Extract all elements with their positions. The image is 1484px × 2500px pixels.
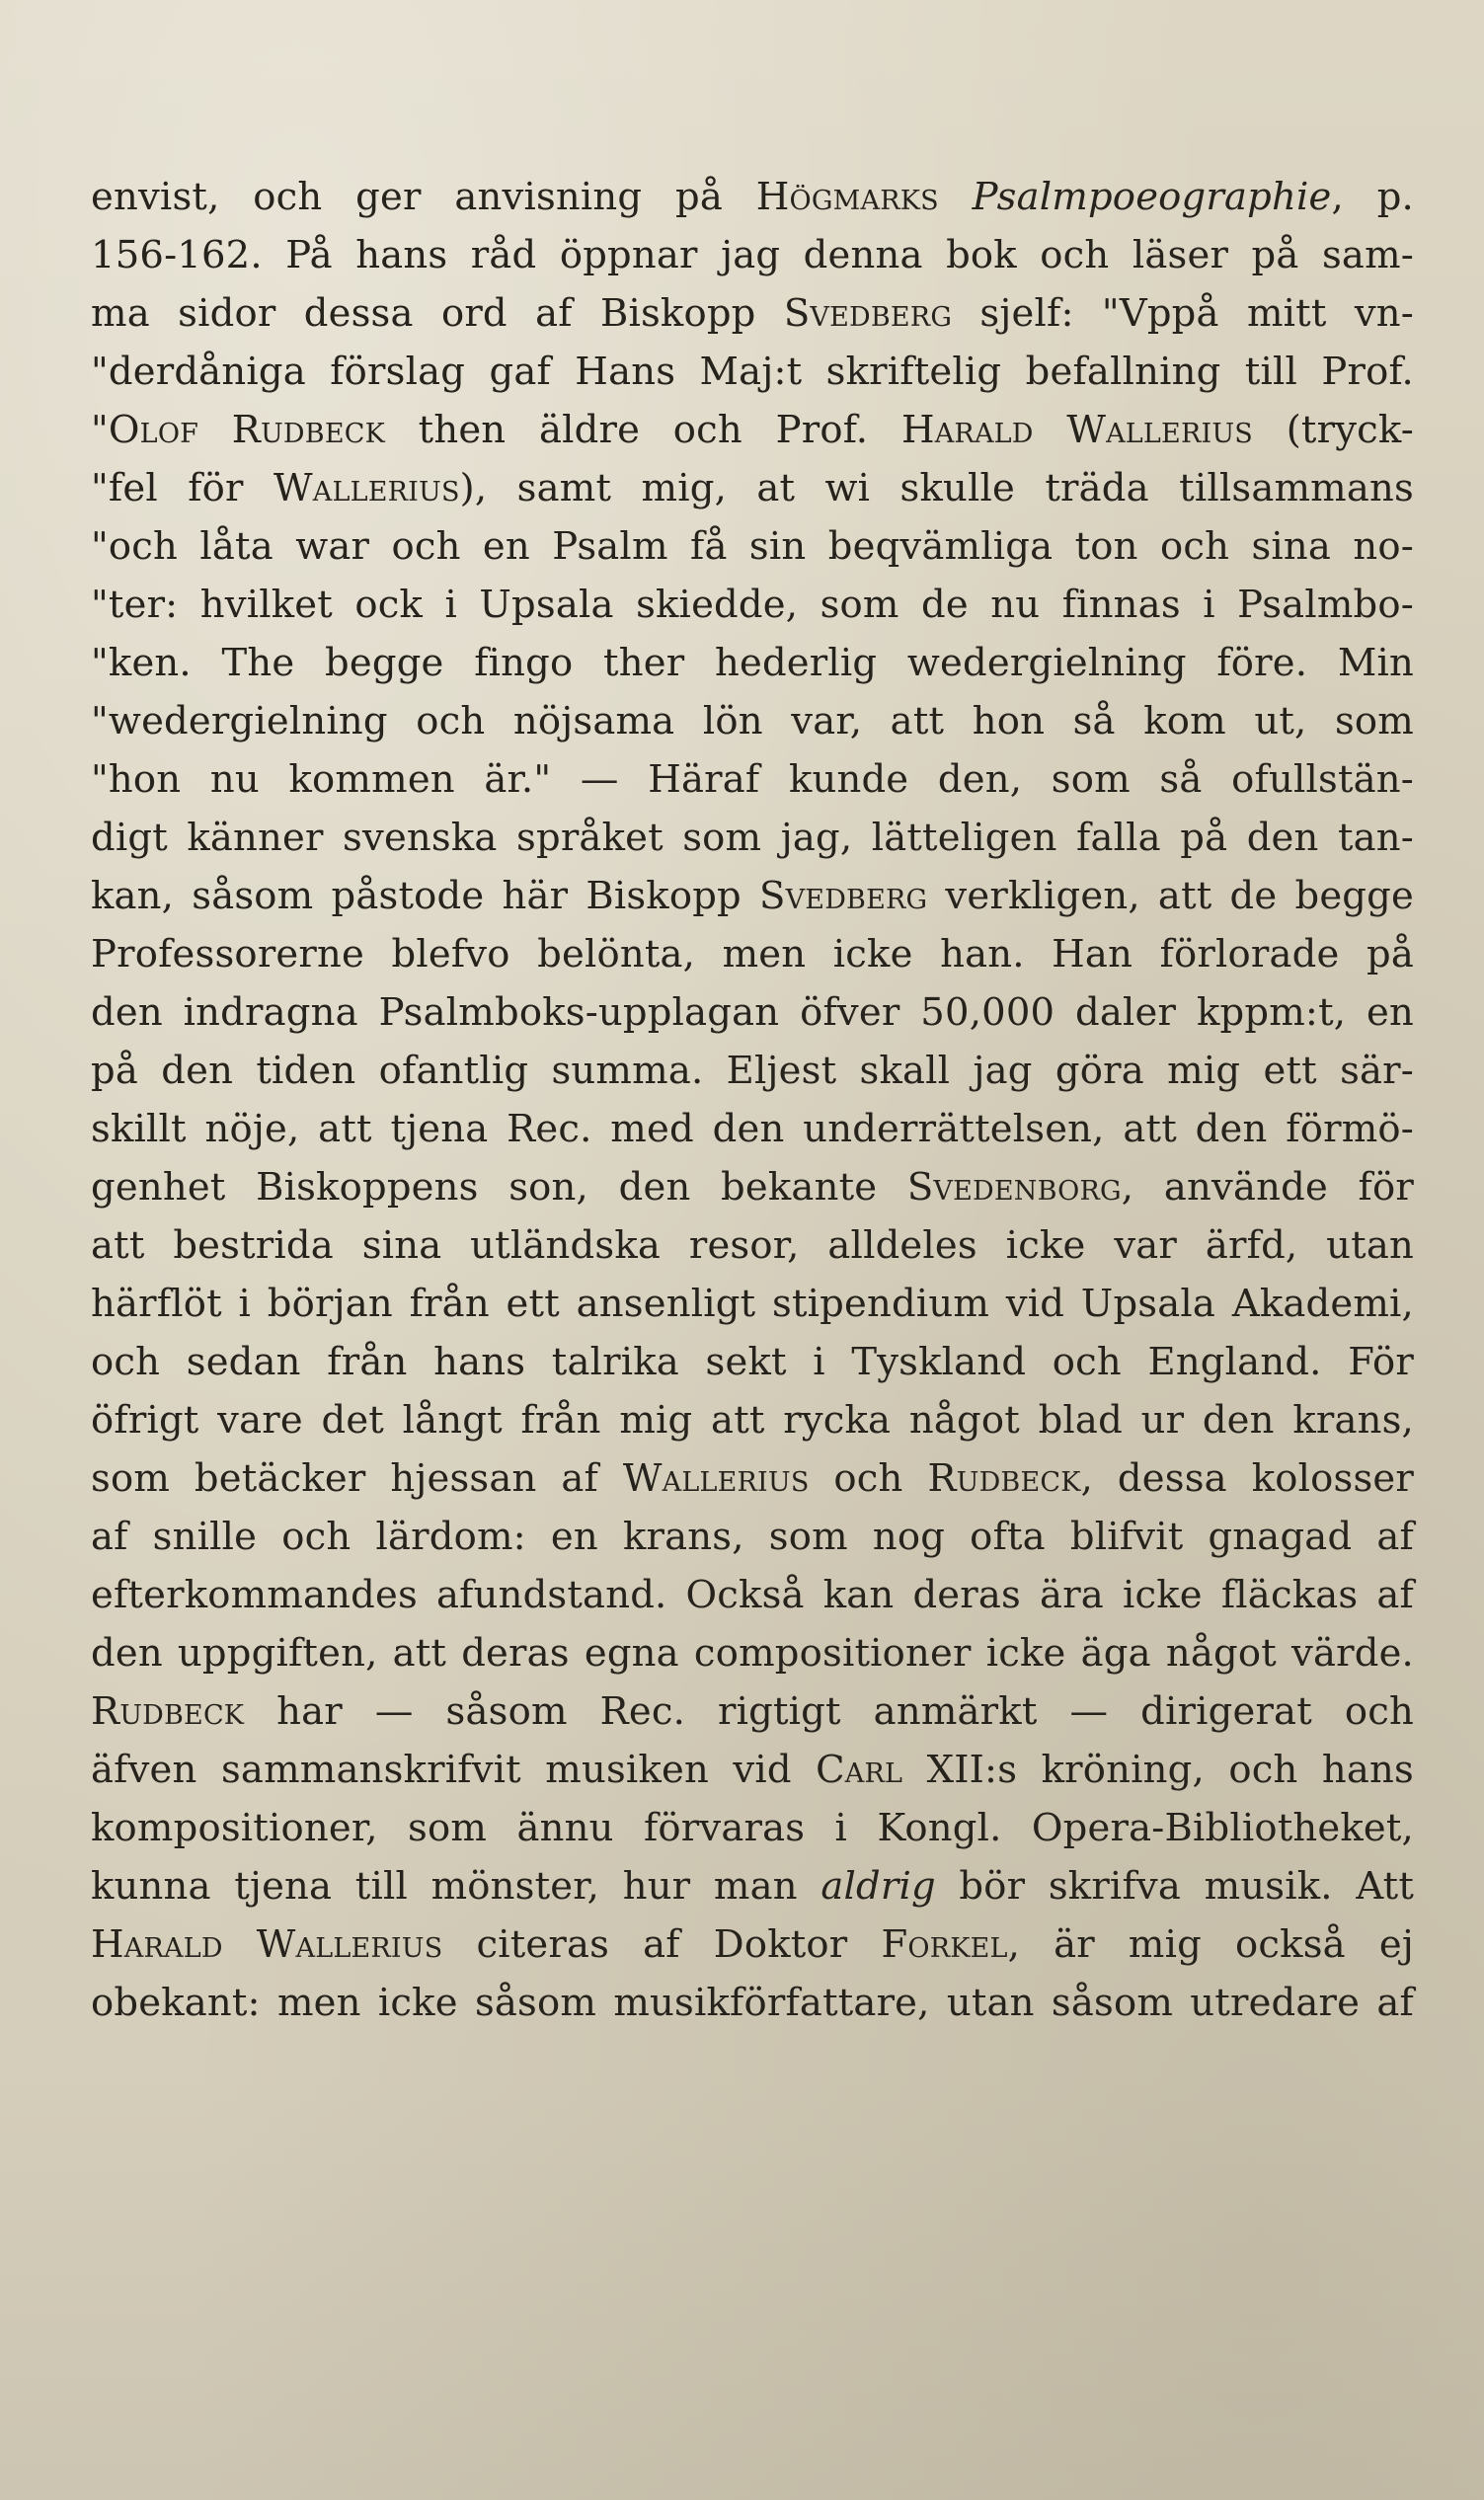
small-caps-name: Svedberg: [759, 874, 928, 918]
text-line: [91, 1449, 1414, 1508]
text-line: [91, 1042, 1414, 1100]
text-run: (tryck-: [1253, 408, 1414, 452]
text-run: , är mig också ej: [1007, 1922, 1414, 1967]
small-caps-name: Svedberg: [783, 291, 953, 336]
text-line: [91, 1566, 1414, 1624]
text-run: som betäcker hjessan af: [91, 1456, 623, 1501]
text-line: [91, 925, 1414, 983]
text-run: Professorerne blefvo belönta, men icke han. Han förlorade på: [91, 932, 1414, 977]
text-run: "ken. The begge fingo ther hederlig wedergielning före. Min: [91, 641, 1414, 685]
text-line: [91, 1100, 1414, 1158]
text-run: "hon nu kommen är." — Häraf kunde den, som så ofullstän-: [91, 757, 1414, 802]
text-run: äfven sammanskrifvit musiken vid: [91, 1748, 817, 1792]
text-line: [91, 983, 1414, 1042]
text-line: [91, 750, 1414, 809]
small-caps-name: Harald Wallerius: [900, 408, 1253, 452]
text-run: 156-162. På hans råd öppnar jag denna bok och läser på sam-: [91, 233, 1414, 277]
text-line: [91, 1682, 1414, 1741]
text-run: "fel för: [91, 466, 273, 510]
small-caps-name: Forkel: [881, 1922, 1008, 1967]
text-run: , använde för: [1121, 1165, 1414, 1210]
text-line: [91, 284, 1414, 343]
text-run: verkligen, att de begge: [927, 874, 1414, 918]
text-run: den uppgiften, att deras egna compositioner icke äga något värde.: [91, 1631, 1414, 1676]
text-line: [91, 1799, 1414, 1857]
text-run: bör skrifva musik. Att: [935, 1864, 1414, 1909]
text-run: och sedan från hans talrika sekt i Tyskland och England. För: [91, 1340, 1414, 1384]
text-run: "och låta war och en Psalm få sin beqvämliga ton och sina no-: [91, 524, 1414, 569]
text-line: [91, 168, 1414, 226]
text-line: [91, 226, 1414, 284]
text-line: [91, 459, 1414, 517]
text-run: XII:s kröning, och hans: [902, 1748, 1414, 1792]
text-line: [91, 867, 1414, 925]
text-run: efterkommandes afundstand. Också kan deras ära icke fläckas af: [91, 1573, 1414, 1617]
text-run: kan, såsom påstode här Biskopp: [91, 874, 760, 918]
small-caps-name: Rudbeck: [927, 1456, 1081, 1501]
text-line: [91, 343, 1414, 401]
italic-text: Psalmpoeographie: [972, 175, 1332, 219]
page-shading: [0, 2085, 1484, 2500]
text-run: har — såsom Rec. rigtigt anmärkt — dirigerat och: [244, 1689, 1414, 1734]
text-run: den indragna Psalmboks-upplagan öfver 50,000 daler kppm:t, en: [91, 990, 1414, 1035]
italic-text: aldrig: [820, 1864, 936, 1909]
text-line: [91, 1974, 1414, 2032]
text-line: [91, 692, 1414, 750]
text-run: "derdåniga förslag gaf Hans Maj:t skriftelig befallning till Prof.: [91, 350, 1414, 394]
text-run: "ter: hvilket ock i Upsala skiedde, som de nu finnas i Psalmbo-: [91, 583, 1414, 627]
text-run: envist, och ger anvisning på: [91, 175, 756, 219]
text-run: ), samt mig, at wi skulle träda tillsammans: [459, 466, 1414, 510]
text-run: öfrigt vare det långt från mig att rycka något blad ur den krans,: [91, 1398, 1414, 1443]
text-run: af snille och lärdom: en krans, som nog ofta blifvit gnagad af: [91, 1515, 1414, 1559]
text-run: , dessa kolosser: [1080, 1456, 1414, 1501]
small-caps-name: Rudbeck: [91, 1689, 245, 1734]
text-run: härflöt i början från ett ansenligt stipendium vid Upsala Akademi,: [91, 1282, 1414, 1326]
small-caps-name: Högmarks: [755, 175, 939, 219]
text-line: [91, 401, 1414, 459]
small-caps-name: Carl: [816, 1748, 903, 1792]
text-run: genhet Biskoppens son, den bekante: [91, 1165, 907, 1210]
text-run: på den tiden ofantlig summa. Eljest skall jag göra mig ett sär-: [91, 1049, 1414, 1093]
text-line: [91, 517, 1414, 576]
text-line: [91, 1508, 1414, 1566]
text-line: [91, 1333, 1414, 1391]
text-run: sjelf: "Vppå mitt vn-: [952, 291, 1414, 336]
text-run: citeras af Doktor: [442, 1922, 882, 1967]
small-caps-name: Svedenborg: [906, 1165, 1122, 1210]
page-text: [91, 168, 1414, 2032]
text-line: [91, 1216, 1414, 1275]
text-run: then äldre och Prof.: [384, 408, 901, 452]
text-line: [91, 809, 1414, 867]
text-run: kompositioner, som ännu förvaras i Kongl. Opera-Bibliotheket,: [91, 1806, 1414, 1850]
text-run: obekant: men icke såsom musikförfattare, utan såsom utredare af: [91, 1981, 1414, 2025]
text-run: ": [91, 408, 109, 452]
text-line: [91, 1275, 1414, 1333]
text-run: digt känner svenska språket som jag, lätteligen falla på den tan-: [91, 816, 1414, 860]
text-line: [91, 1391, 1414, 1449]
text-run: ma sidor dessa ord af Biskopp: [91, 291, 784, 336]
text-run: [939, 175, 973, 219]
text-run: kunna tjena till mönster, hur man: [91, 1864, 821, 1909]
text-line: [91, 1915, 1414, 1974]
small-caps-name: Harald Wallerius: [91, 1922, 443, 1967]
text-line: [91, 576, 1414, 634]
text-line: [91, 1624, 1414, 1682]
small-caps-name: Olof Rudbeck: [108, 408, 385, 452]
small-caps-name: Wallerius: [622, 1456, 810, 1501]
text-line: [91, 1158, 1414, 1216]
small-caps-name: Wallerius: [273, 466, 460, 510]
text-run: skillt nöje, att tjena Rec. med den underrättelsen, att den förmö-: [91, 1107, 1414, 1151]
text-run: och: [809, 1456, 928, 1501]
text-line: [91, 634, 1414, 692]
text-line: [91, 1857, 1414, 1915]
text-run: , p.: [1331, 175, 1414, 219]
text-line: [91, 1741, 1414, 1799]
text-run: att bestrida sina utländska resor, alldeles icke var ärfd, utan: [91, 1223, 1414, 1268]
text-run: "wedergielning och nöjsama lön var, att hon så kom ut, som: [91, 699, 1414, 743]
